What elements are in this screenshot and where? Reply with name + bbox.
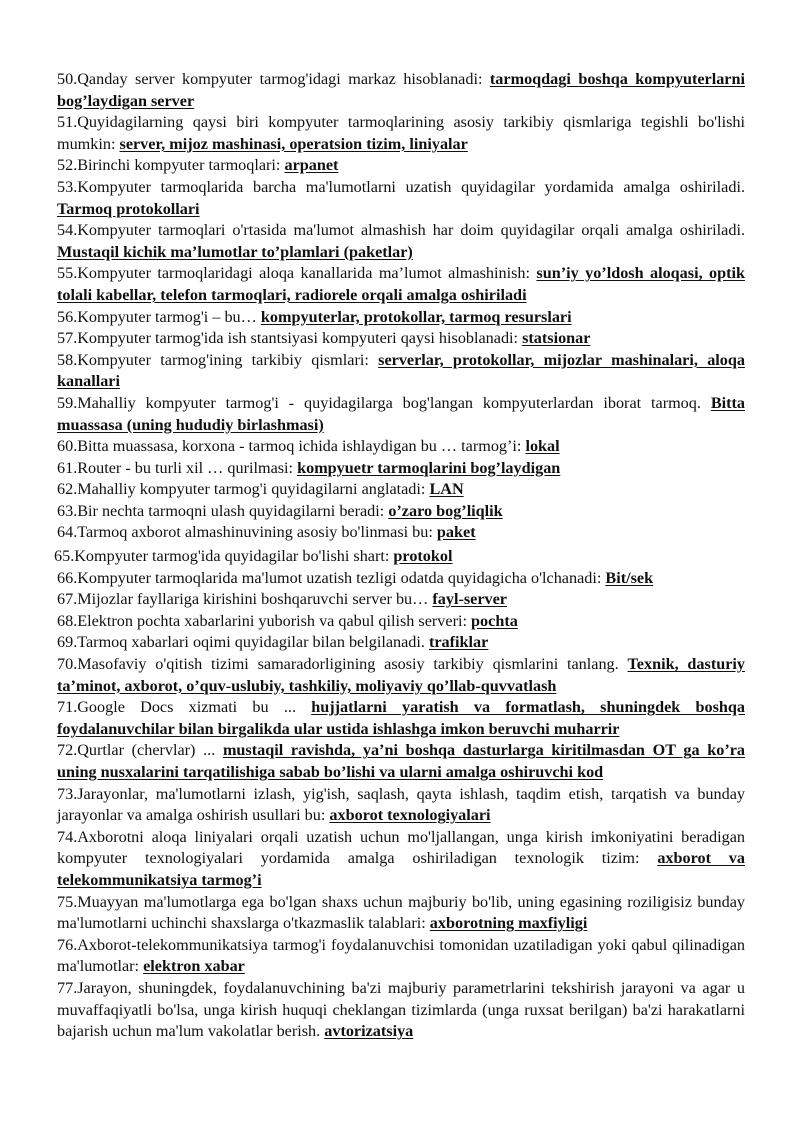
- question-text: 71.Google Docs xizmati bu ...: [57, 698, 312, 717]
- answer-text: kompyuetr tarmoqlarini bog’laydigan: [297, 458, 561, 477]
- question-58: [57, 350, 745, 393]
- question-61: [57, 458, 745, 480]
- question-text: 57.Kompyuter tarmog'ida ish stantsiyasi kompyuteri qaysi hisoblanadi:: [57, 329, 523, 348]
- question-text: 64.Tarmoq axborot almashinuvining asosiy bo'linmasi bu:: [57, 523, 437, 542]
- question-text: 60.Bitta muassasa, korxona - tarmoq ichida ishlaydigan bu … tarmog’i:: [57, 437, 526, 456]
- answer-text: Texnik, dasturiy ta’minot, axborot, o’quv-uslubiy, tashkiliy, moliyaviy qo’llab-quvvatlash: [57, 655, 745, 695]
- question-text: 74.Axborotni aloqa liniyalari orqali uzatish uchun mo'ljallangan, unga kirish imkoniyatini beradigan kompyuter texnologiyalari yordamida amalga oshiriladigan texnologik tizim:: [57, 827, 745, 868]
- answer-text: trafiklar: [428, 633, 489, 652]
- question-50: [57, 69, 745, 112]
- question-text: 56.Kompyuter tarmog'i – bu…: [57, 307, 261, 326]
- answer-text: axborot va telekommunikatsiya tarmog’i: [57, 849, 745, 889]
- question-text: 76.Axborot-telekommunikatsiya tarmog'i foydalanuvchisi tomonidan uzatiladigan yoki qabul qilinadigan ma'lumotlar:: [57, 935, 745, 976]
- question-55: [57, 263, 745, 306]
- question-text: 62.Mahalliy kompyuter tarmog'i quyidagilarni anglatadi:: [57, 480, 430, 499]
- question-60: [57, 436, 745, 458]
- question-text: 51.Quyidagilarning qaysi biri kompyuter tarmoqlarining asosiy tarkibiy qismlariga tegishli bo'lishi mumkin:: [57, 113, 745, 153]
- question-67: [57, 589, 745, 611]
- answer-text: Bit/sek: [605, 568, 654, 587]
- question-56: [57, 307, 745, 329]
- answer-text: paket: [436, 523, 476, 542]
- question-text: 67.Mijozlar fayllariga kirishini boshqaruvchi server bu…: [57, 590, 433, 609]
- question-text: 75.Muayyan ma'lumotlarga ega bo'lgan shaxs uchun majburiy bo'lib, uning egasining roziligisiz bunday ma'lumotlarni uchinchi shaxslarga o'tkazmaslik talablari:: [57, 892, 745, 933]
- question-63: [57, 501, 745, 523]
- answer-text: server, mijoz mashinasi, operatsion tizim, liniyalar: [119, 134, 468, 153]
- question-text: 63.Bir nechta tarmoqni ulash quyidagilarni beradi:: [57, 501, 389, 520]
- question-text: 73.Jarayonlar, ma'lumotlarni izlash, yig'ish, saqlash, qayta ishlash, taqdim etish, tarqatish va bunday jarayonlar va amalga oshirish usullari bu:: [57, 784, 745, 825]
- question-69: [57, 632, 745, 654]
- question-text: 72.Qurtlar (chervlar) ...: [57, 741, 223, 760]
- answer-text: kompyuterlar, protokollar, tarmoq resurslari: [260, 307, 572, 326]
- question-64: [57, 522, 745, 544]
- question-text: 58.Kompyuter tarmog'ining tarkibiy qismlari:: [57, 350, 379, 369]
- question-57: [57, 328, 745, 350]
- question-75: [57, 892, 745, 935]
- question-text: 53.Kompyuter tarmoqlarida barcha ma'lumotlarni uzatish quyidagilar yordamida amalga oshiriladi.: [57, 177, 745, 196]
- answer-text: hujjatlarni yaratish va formatlash, shuningdek boshqa foydalanuvchilar bilan birgalikda ular ustida ishlashga imkon beruvchi muharrir: [57, 698, 745, 738]
- question-text: 55.Kompyuter tarmoqlaridagi aloqa kanallarida ma’lumot almashinish:: [57, 264, 537, 283]
- question-text: 69.Tarmoq xabarlari oqimi quyidagilar bilan belgilanadi.: [57, 633, 429, 652]
- answer-text: Mustaqil kichik ma’lumotlar to’plamlari (paketlar): [57, 242, 413, 261]
- question-text: 65.Kompyuter tarmog'ida quyidagilar bo'lishi shart:: [54, 547, 394, 566]
- question-76: [57, 935, 745, 978]
- question-text: 59.Mahalliy kompyuter tarmog'i - quyidagilarga bog'langan kompyuterlardan iborat tarmoq.: [57, 393, 711, 412]
- answer-text: fayl-server: [432, 590, 507, 609]
- question-72: [57, 740, 745, 783]
- question-53: [57, 177, 745, 220]
- question-54: [57, 220, 745, 263]
- answer-text: mustaqil ravishda, ya’ni boshqa dasturlarga kiritilmasdan OT ga ko’ra uning nusxalarini tarqatilishiga sabab bo’lishi va ularni amalga oshiruvchi kod: [57, 741, 745, 781]
- question-text: 66.Kompyuter tarmoqlarida ma'lumot uzatish tezligi odatda quyidagicha o'lchanadi:: [57, 568, 606, 587]
- answer-text: protokol: [393, 547, 453, 566]
- answer-text: statsionar: [522, 329, 591, 348]
- question-text: 52.Birinchi kompyuter tarmoqlari:: [57, 156, 285, 175]
- question-65: [54, 546, 745, 568]
- answer-text: serverlar, protokollar, mijozlar mashinalari, aloqa kanallari: [57, 350, 745, 391]
- answer-text: o’zaro bog’liqlik: [388, 501, 503, 520]
- question-text: 50.Qanday server kompyuter tarmog'idagi markaz hisoblanadi:: [57, 70, 490, 88]
- question-text: 54.Kompyuter tarmoqlari o'rtasida ma'lumot almashish har doim quyidagilar orqali amalga oshiriladi.: [57, 221, 745, 240]
- answer-text: tarmoqdagi boshqa kompyuterlarni bog’laydigan server: [57, 70, 745, 110]
- question-text: 70.Masofaviy o'qitish tizimi samaradorligining asosiy tarkibiy qismlarini tanlang.: [57, 655, 628, 674]
- document-page: [54, 69, 746, 1043]
- question-74: [57, 827, 745, 892]
- question-77: [57, 978, 745, 1043]
- question-51: [57, 112, 745, 155]
- answer-text: arpanet: [284, 156, 339, 175]
- question-73: [57, 784, 745, 827]
- question-text: 77.Jarayon, shuningdek, foydalanuvchining ba'zi majburiy parametrlarini tekshirish jarayoni va agar u muvaffaqiyatli bo'lsa, unga kirish huquqi cheklangan tizimlarda (unga ruxsat berilgan) ba'zi harakatlarni bajarish uchun ma'lum vakolatlar berish.: [57, 978, 745, 1041]
- question-text: 61.Router - bu turli xil … qurilmasi:: [57, 458, 298, 477]
- answer-text: LAN: [429, 480, 464, 499]
- question-71: [57, 697, 745, 740]
- answer-text: axborot texnologiyalari: [329, 806, 491, 825]
- answer-text: Tarmoq protokollari: [57, 199, 200, 218]
- answer-text: Bitta muassasa (uning hududiy birlashmasi): [57, 393, 745, 434]
- question-52: [57, 155, 745, 177]
- question-62: [57, 479, 745, 501]
- question-66: [57, 568, 745, 590]
- answer-text: pochta: [471, 611, 518, 630]
- answer-text: lokal: [525, 437, 560, 456]
- answer-text: axborotning maxfiyligi: [429, 914, 588, 933]
- question-59: [57, 393, 745, 436]
- question-70: [57, 654, 745, 697]
- question-text: 68.Elektron pochta xabarlarini yuborish va qabul qilish serveri:: [57, 611, 472, 630]
- question-68: [57, 611, 745, 633]
- answer-text: elektron xabar: [143, 957, 245, 976]
- answer-text: avtorizatsiya: [324, 1022, 414, 1041]
- answer-text: sun’iy yo’ldosh aloqasi, optik tolali kabellar, telefon tarmoqlari, radiorele orqali amalga oshiriladi: [57, 264, 746, 304]
